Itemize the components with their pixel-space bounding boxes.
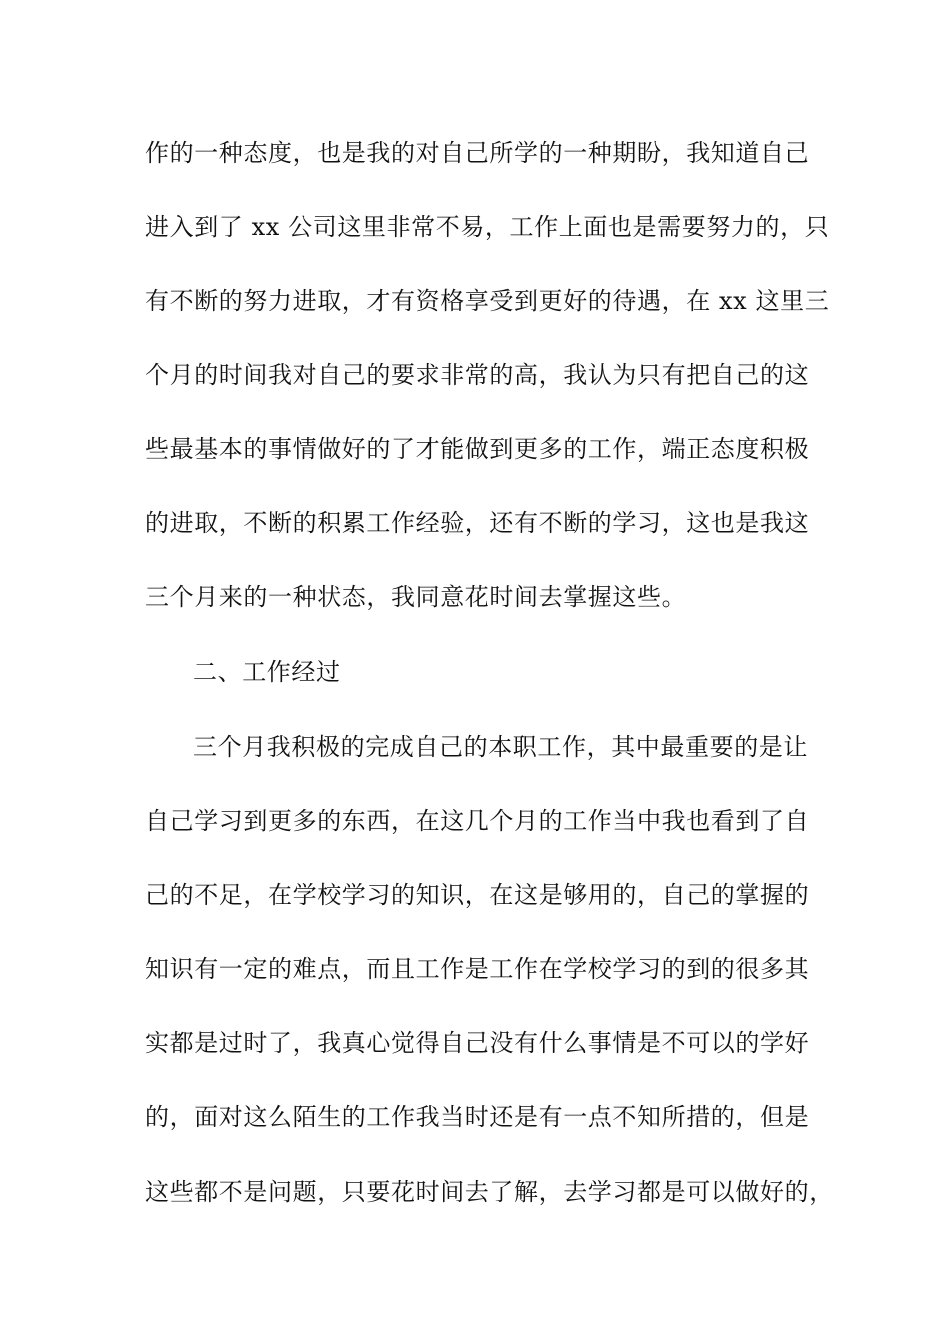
paragraph-line: 的进取，不断的积累工作经验，还有不断的学习，这也是我这 <box>145 509 810 537</box>
paragraph-line: 实都是过时了，我真心觉得自己没有什么事情是不可以的学好 <box>145 1029 810 1057</box>
paragraph-line: 这些都不是问题，只要花时间去了解，去学习都是可以做好的， <box>145 1178 834 1206</box>
paragraph-line: 知识有一定的难点，而且工作是工作在学校学习的到的很多其 <box>145 955 810 983</box>
paragraph-line: 己的不足，在学校学习的知识，在这是够用的，自己的掌握的 <box>145 881 810 909</box>
paragraph-line: 的，面对这么陌生的工作我当时还是有一点不知所措的，但是 <box>145 1103 810 1131</box>
paragraph-line: 三个月我积极的完成自己的本职工作，其中最重要的是让 <box>193 733 808 761</box>
paragraph-line: 些最基本的事情做好的了才能做到更多的工作，端正态度积极 <box>145 435 810 463</box>
paragraph-line: 进入到了 xx 公司这里非常不易，工作上面也是需要努力的，只 <box>145 213 830 241</box>
paragraph-line: 有不断的努力进取，才有资格享受到更好的待遇，在 xx 这里三 <box>145 287 830 315</box>
paragraph-line: 三个月来的一种状态，我同意花时间去掌握这些。 <box>145 583 687 611</box>
paragraph-line: 作的一种态度，也是我的对自己所学的一种期盼，我知道自己 <box>145 139 810 167</box>
paragraph-line: 个月的时间我对自己的要求非常的高，我认为只有把自己的这 <box>145 361 810 389</box>
section-heading: 二、工作经过 <box>193 658 341 686</box>
paragraph-line: 自己学习到更多的东西，在这几个月的工作当中我也看到了自 <box>145 807 810 835</box>
